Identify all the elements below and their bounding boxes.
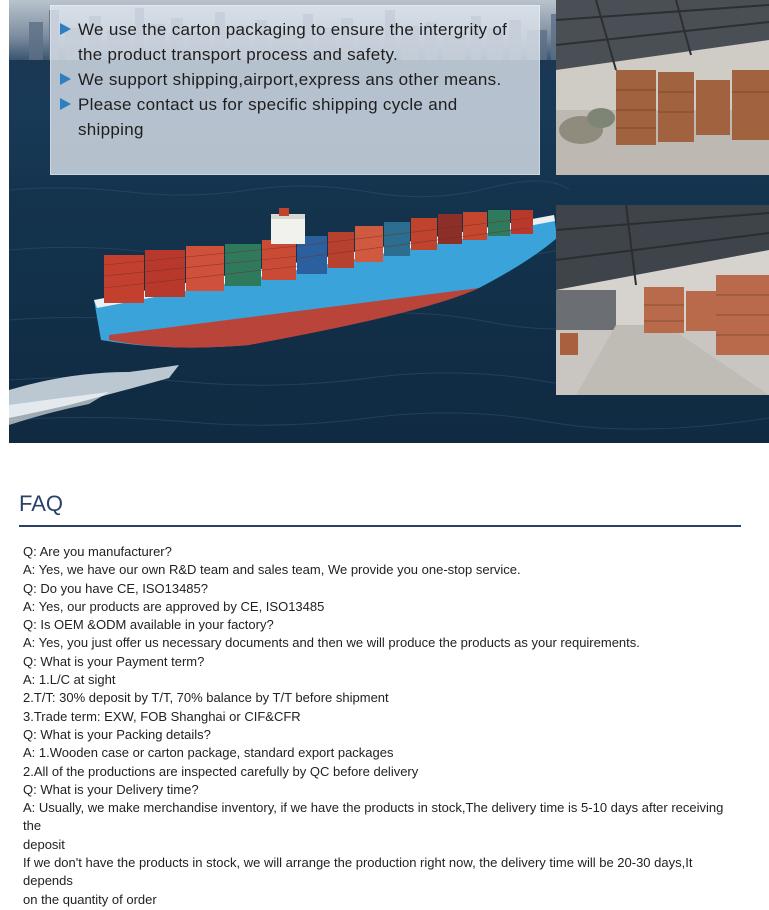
faq-answer-continued: on the quantity of order [23,891,157,907]
faq-question: Q: What is your Payment term? [23,653,205,669]
faq-question: Q: What is your Delivery time? [23,781,199,797]
faq-answer: A: Usually, we make merchandise inventory, if we have the products in stock,The delivery time is 5-10 days after receiving [23,800,724,816]
faq-answer: A: Yes, you just offer us necessary documents and then we will produce the products as your requirements. [23,635,640,651]
bullet-line: Please contact us for specific shipping cycle and [78,95,458,114]
arrow-icon [60,23,71,35]
faq-question: Q: Do you have CE, ISO13485? [23,580,208,596]
bullet-line: shipping [78,120,144,139]
faq-question: Q: What is your Packing details? [23,726,211,742]
arrow-icon [60,73,71,85]
arrow-icon [60,98,71,110]
faq-question: Q: Are you manufacturer? [23,544,172,559]
faq-list [23,543,743,909]
faq-question: Q: Is OEM &ODM available in your factory? [23,617,274,633]
warehouse-photo-bottom [556,205,769,395]
bullet-line: the product transport process and safety. [78,45,399,64]
faq-answer-continued: deposit [23,836,65,852]
faq-answer: A: 1.L/C at sight [23,672,116,688]
faq-answer-continued: 2.All of the productions are inspected carefully by QC before delivery [23,763,419,779]
warehouse-photo-top [556,0,769,175]
faq-answer: A: Yes, we have our own R&D team and sales team, We provide you one-stop service. [23,562,521,578]
faq-heading: FAQ [19,491,64,516]
bullet-item [50,92,540,142]
bullet-item [50,17,540,67]
faq-answer: A: 1.Wooden case or carton package, standard export packages [23,745,394,761]
faq-answer-continued: the [23,818,42,834]
faq-answer-continued: 3.Trade term: EXW, FOB Shanghai or CIF&CFR [23,708,301,724]
faq-answer-continued: If we don't have the products in stock, we will arrange the production right now, the delivery time will be 20-30 days,It [23,855,693,871]
shipping-bullet-list [50,5,540,142]
bullet-item [50,67,540,92]
faq-answer-continued: depends [23,873,73,889]
faq-divider [19,525,741,527]
shipping-info-box [50,5,540,175]
faq-answer-continued: 2.T/T: 30% deposit by T/T, 70% balance by T/T before shipment [23,690,389,706]
faq-answer: A: Yes, our products are approved by CE, ISO13485 [23,598,325,614]
bullet-line: We support shipping,airport,express ans other means. [78,70,502,89]
bullet-line: We use the carton packaging to ensure the intergrity of [78,20,508,39]
